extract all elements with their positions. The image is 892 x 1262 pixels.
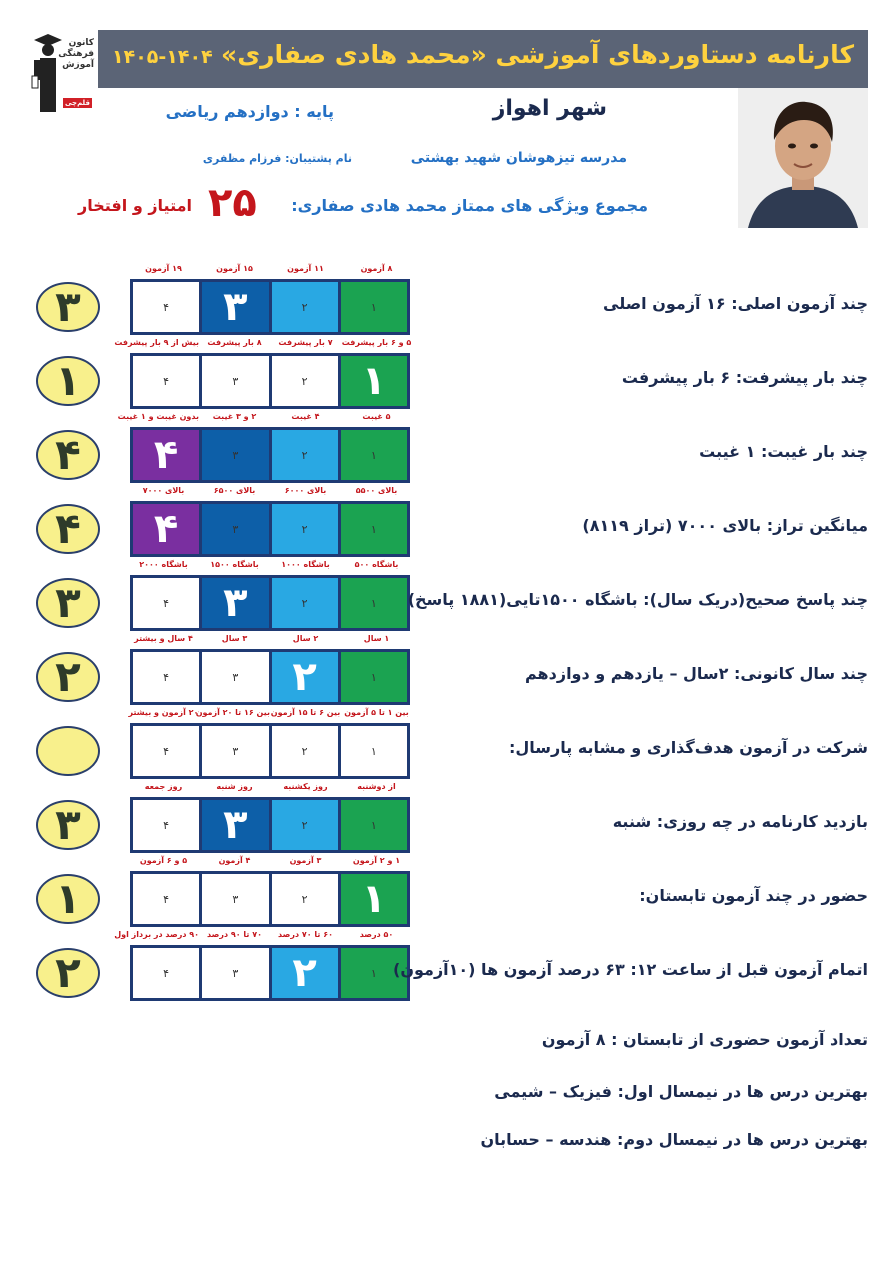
level-label: ۴ آزمون [218,856,251,865]
level-box-2: ۲ [272,800,338,850]
level-box-2: ۲ [272,282,338,332]
achievement-row [0,706,892,779]
level-box-1: ۱ [341,652,407,702]
score-circle: ۳ [36,800,100,850]
level-box-4: ۴ [133,356,199,406]
level-label: ۲ سال [292,634,319,643]
level-box-2: ۲ [272,948,338,998]
criterion-text: حضور در چند آزمون تابستان: [639,886,868,905]
level-label: ۸ آزمون [360,264,393,273]
level-label: روز شنبه [216,782,253,791]
level-box-2: ۲ [272,504,338,554]
level-label: بالای ۷۰۰۰ [142,486,185,495]
criterion-text: چند آزمون اصلی: ۱۶ آزمون اصلی [603,294,868,313]
score-circle: ۴ [36,504,100,554]
achievement-row [0,928,892,1001]
level-label: ۲۰ آزمون و بیشتر [128,708,199,717]
level-label: ۹۰ درصد در برداز اول [114,930,199,939]
level-labels [128,560,412,574]
level-label: ۱ سال [363,634,390,643]
level-box-4: ۴ [133,948,199,998]
level-label: ۱۵ آزمون [216,264,253,273]
level-box-1: ۱ [341,726,407,776]
level-box-1: ۱ [341,282,407,332]
criterion-text: چند پاسخ صحیح(دریک سال): باشگاه ۱۵۰۰تایی(۱۸۸۱ پاسخ) [407,590,868,609]
level-label: باشگاه ۱۰۰۰ [281,560,330,569]
level-box-1: ۱ [341,430,407,480]
level-label: بین ۶ تا ۱۵ آزمون [270,708,341,717]
criterion-text: چند بار غیبت: ۱ غیبت [699,442,868,461]
level-label: ۷ بار پیشرفت [278,338,333,347]
level-label: باشگاه ۱۵۰۰ [210,560,259,569]
level-label: ۱۱ آزمون [287,264,324,273]
logo-badge: قلم‌چی [64,99,90,107]
level-boxes [130,723,410,779]
level-label: بالای ۶۰۰۰ [284,486,327,495]
level-box-3: ۳ [202,430,268,480]
level-label: بین ۱۶ تا ۲۰ آزمون [195,708,270,717]
student-photo [738,88,868,228]
level-box-2: ۲ [272,430,338,480]
level-box-1: ۱ [341,578,407,628]
supporter-name: نام پشتیبان: فرزام مظفری [202,152,352,165]
academic-years: ۱۴۰۵-۱۴۰۴ [112,46,213,68]
best-subjects-semester-2: بهترین درس ها در نیمسال دوم: هندسه – حسابان [480,1130,868,1149]
level-box-3: ۳ [202,356,268,406]
student-school: مدرسه تیزهوشان شهید بهشتی [410,150,627,166]
level-label: بیش از ۹ بار پیشرفت [114,338,199,347]
level-label: ۱۹ آزمون [145,264,182,273]
score-circle: ۴ [36,430,100,480]
level-box-2: ۲ [272,874,338,924]
level-label: ۶۰ تا ۷۰ درصد [278,930,333,939]
kanoon-logo [32,30,94,112]
report-title: کارنامه دستاوردهای آموزشی «محمد هادی صفاری» [221,40,854,69]
level-label: ۵ و ۶ آزمون [139,856,188,865]
score-circle: ۲ [36,652,100,702]
level-label: ۲ و ۳ غیبت [212,412,257,421]
achievement-row [0,262,892,335]
summer-exams-count: تعداد آزمون حضوری از تابستان : ۸ آزمون [541,1030,868,1049]
achievement-row [0,632,892,705]
level-boxes [130,353,410,409]
level-box-2: ۲ [272,578,338,628]
level-label: ۸ بار پیشرفت [207,338,262,347]
level-label: ۵ و ۶ بار پیشرفت [341,338,412,347]
criterion-text: میانگین تراز: بالای ۷۰۰۰ (تراز ۸۱۱۹) [582,516,868,535]
level-box-1: ۱ [341,800,407,850]
level-boxes [130,279,410,335]
criterion-text: اتمام آزمون قبل از ساعت ۱۲: ۶۳ درصد آزمون ها (۱۰آزمون) [393,960,868,979]
level-box-2: ۲ [272,356,338,406]
score-circle: ۳ [36,282,100,332]
level-box-1: ۱ [341,874,407,924]
level-label: بدون غیبت و ۱ غیبت [117,412,199,421]
score-circle: ۱ [36,874,100,924]
criterion-text: بازدید کارنامه در چه روزی: شنبه [612,812,868,831]
level-boxes [130,797,410,853]
best-subjects-semester-1: بهترین درس ها در نیمسال اول: فیزیک – شیمی [494,1082,868,1101]
header-band [98,30,868,88]
level-box-2: ۲ [272,652,338,702]
level-label: بالای ۶۵۰۰ [213,486,256,495]
level-labels [114,338,412,352]
level-boxes [130,575,410,631]
level-box-4: ۴ [133,874,199,924]
level-boxes [130,945,410,1001]
level-label: از دوشنبه [357,782,396,791]
achievement-row [0,854,892,927]
level-label: ۵ غیبت [362,412,391,421]
level-box-1: ۱ [341,948,407,998]
level-label: باشگاه ۲۰۰۰ [139,560,188,569]
level-label: روز یکشنبه [283,782,328,791]
level-labels [117,412,412,426]
level-box-3: ۳ [202,948,268,998]
level-label: بالای ۵۵۰۰ [355,486,398,495]
level-box-4: ۴ [133,800,199,850]
level-label: ۱ و ۲ آزمون [352,856,401,865]
level-box-3: ۳ [202,282,268,332]
level-boxes [130,649,410,705]
level-box-3: ۳ [202,874,268,924]
level-box-3: ۳ [202,726,268,776]
level-label: ۴ سال و بیشتر [134,634,193,643]
achievement-row [0,336,892,409]
level-box-4: ۴ [133,282,199,332]
score-circle: ۲ [36,948,100,998]
achievement-row [0,410,892,483]
level-label: باشگاه ۵۰۰ [354,560,399,569]
summary-score: ۲۵ [208,180,257,226]
level-label: بین ۱ تا ۵ آزمون [344,708,409,717]
level-box-3: ۳ [202,504,268,554]
score-circle [36,726,100,776]
level-box-4: ۴ [133,726,199,776]
student-portrait-icon [738,88,868,228]
score-circle: ۳ [36,578,100,628]
level-boxes [130,871,410,927]
level-box-4: ۴ [133,652,199,702]
level-box-3: ۳ [202,652,268,702]
achievement-row [0,484,892,557]
level-labels [128,486,412,500]
level-labels [128,856,412,870]
level-label: ۵۰ درصد [359,930,394,939]
level-box-4: ۴ [133,430,199,480]
level-box-1: ۱ [341,356,407,406]
summary-unit: امتیاز و افتخار [78,196,192,215]
level-boxes [130,427,410,483]
level-label: ۴ غیبت [291,412,320,421]
level-label: ۷۰ تا ۹۰ درصد [207,930,262,939]
level-box-4: ۴ [133,504,199,554]
level-label: روز جمعه [144,782,183,791]
level-box-1: ۱ [341,504,407,554]
achievement-row [0,780,892,853]
level-box-3: ۳ [202,800,268,850]
summary-label: مجموع ویژگی های ممتاز محمد هادی صفاری: [291,196,648,215]
level-labels [128,634,412,648]
student-grade: پایه : دوازدهم ریاضی [165,102,334,121]
level-label: ۳ سال [221,634,248,643]
logo-text: کانون فرهنگی آموزش [58,38,94,70]
level-box-4: ۴ [133,578,199,628]
level-label: ۳ آزمون [289,856,322,865]
criterion-text: چند سال کانونی: ۲سال – یازدهم و دوازدهم [525,664,868,683]
level-labels [114,930,412,944]
level-labels [128,264,412,278]
criterion-text: شرکت در آزمون هدف‌گذاری و مشابه پارسال: [509,738,868,757]
level-box-3: ۳ [202,578,268,628]
level-labels [128,782,412,796]
score-circle: ۱ [36,356,100,406]
level-labels [128,708,412,722]
criterion-text: چند بار پیشرفت: ۶ بار پیشرفت [621,368,868,387]
student-city: شهر اهواز [492,96,607,121]
level-box-2: ۲ [272,726,338,776]
level-boxes [130,501,410,557]
achievement-row [0,558,892,631]
